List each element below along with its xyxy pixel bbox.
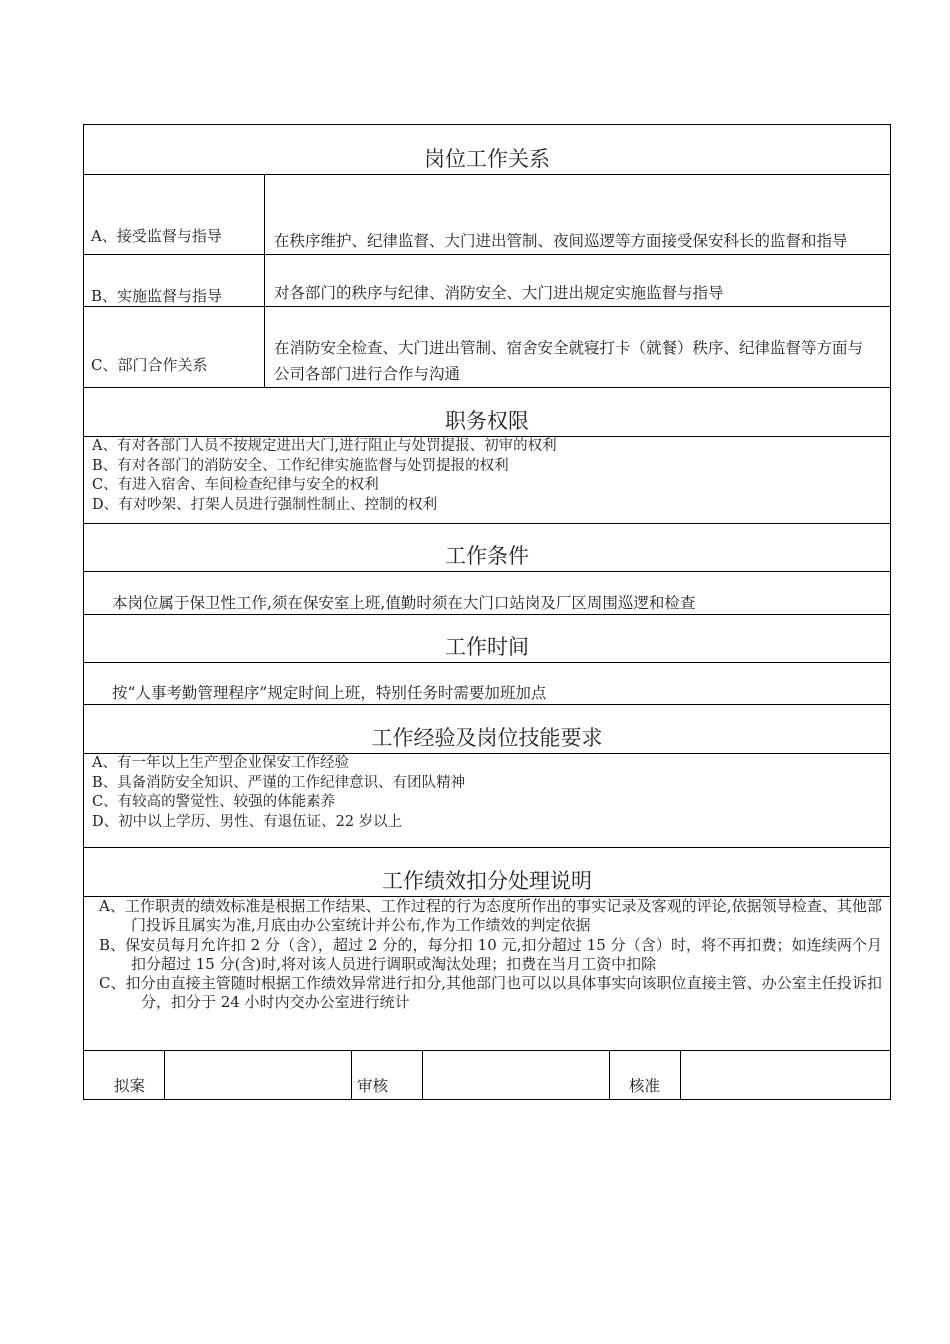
review-label: 审核 xyxy=(352,1051,423,1099)
list-item: D、初中以上学历、男性、有退伍证、22 岁以上 xyxy=(92,813,403,830)
relation-row-a xyxy=(84,175,890,255)
relation-desc: 在消防安全检查、大门进出管制、宿舍安全就寝打卡（就餐）秩序、纪律监督等方面与公司各部门进行合作与沟通 xyxy=(274,339,864,383)
section-title-relations: 岗位工作关系 xyxy=(84,125,890,175)
list-item: B、具备消防安全知识、严谨的工作纪律意识、有团队精神 xyxy=(92,774,466,791)
list-item: B、有对各部门的消防安全、工作纪律实施监督与处罚提报的权利 xyxy=(92,457,509,474)
authority-list xyxy=(84,437,890,524)
draft-label: 拟案 xyxy=(84,1051,165,1099)
relation-label: C、部门合作关系 xyxy=(84,307,265,387)
list-item: C、扣分由直接主管随时根据工作绩效异常进行扣分,其他部门也可以以具体事实向该职位直接主管、办公室主任投诉扣分，扣分于 24 小时内交办公室进行统计 xyxy=(99,974,882,1012)
review-signature-field[interactable] xyxy=(423,1051,610,1099)
relation-label: A、接受监督与指导 xyxy=(84,175,265,254)
performance-list xyxy=(84,897,890,1051)
relation-row-b xyxy=(84,255,890,307)
conditions-text: 本岗位属于保卫性工作,须在保安室上班,值勤时须在大门口站岗及厂区周围巡逻和检查 xyxy=(84,572,890,615)
relation-row-c xyxy=(84,307,890,388)
section-title-hours: 工作时间 xyxy=(84,615,890,663)
list-item: C、有较高的警觉性、较强的体能素养 xyxy=(92,794,336,810)
list-item: A、有对各部门人员不按规定进出大门,进行阻止与处罚提报、初审的权利 xyxy=(92,438,557,454)
list-item: A、有一年以上生产型企业保安工作经验 xyxy=(92,755,349,771)
list-item: D、有对吵架、打架人员进行强制性制止、控制的权利 xyxy=(92,496,438,513)
list-item: B、保安员每月允许扣 2 分（含），超过 2 分的，每分扣 10 元,扣分超过 15 分（含）时，将不再扣费；如连续两个月扣分超过 15 分(含)时,将对该人员进行调职或淘汰处理；扣费在当月工资中扣除 xyxy=(99,935,882,973)
job-description-form xyxy=(83,124,891,1100)
relation-desc: 对各部门的秩序与纪律、消防安全、大门进出规定实施监督与指导 xyxy=(274,284,724,302)
list-item: C、有进入宿舍、车间检查纪律与安全的权利 xyxy=(92,477,379,493)
relation-desc: 在秩序维护、纪律监督、大门进出管制、夜间巡逻等方面接受保安科长的监督和指导 xyxy=(274,232,848,250)
section-title-experience: 工作经验及岗位技能要求 xyxy=(84,705,890,754)
section-title-performance: 工作绩效扣分处理说明 xyxy=(84,848,890,897)
draft-signature-field[interactable] xyxy=(165,1051,352,1099)
section-title-authority: 职务权限 xyxy=(84,388,890,437)
hours-text: 按“人事考勤管理程序”规定时间上班，特别任务时需要加班加点 xyxy=(84,663,890,705)
approve-label: 核准 xyxy=(610,1051,681,1099)
list-item: A、工作职责的绩效标准是根据工作结果、工作过程的行为态度所作出的事实记录及客观的评论,依据领导检查、其他部门投诉且属实为准,月底由办公室统计并公布,作为工作绩效的判定依据 xyxy=(99,897,882,935)
signoff-row xyxy=(84,1051,890,1099)
experience-list xyxy=(84,754,890,848)
approve-signature-field[interactable] xyxy=(681,1051,890,1099)
section-title-conditions: 工作条件 xyxy=(84,524,890,572)
relation-label: B、实施监督与指导 xyxy=(84,255,265,306)
